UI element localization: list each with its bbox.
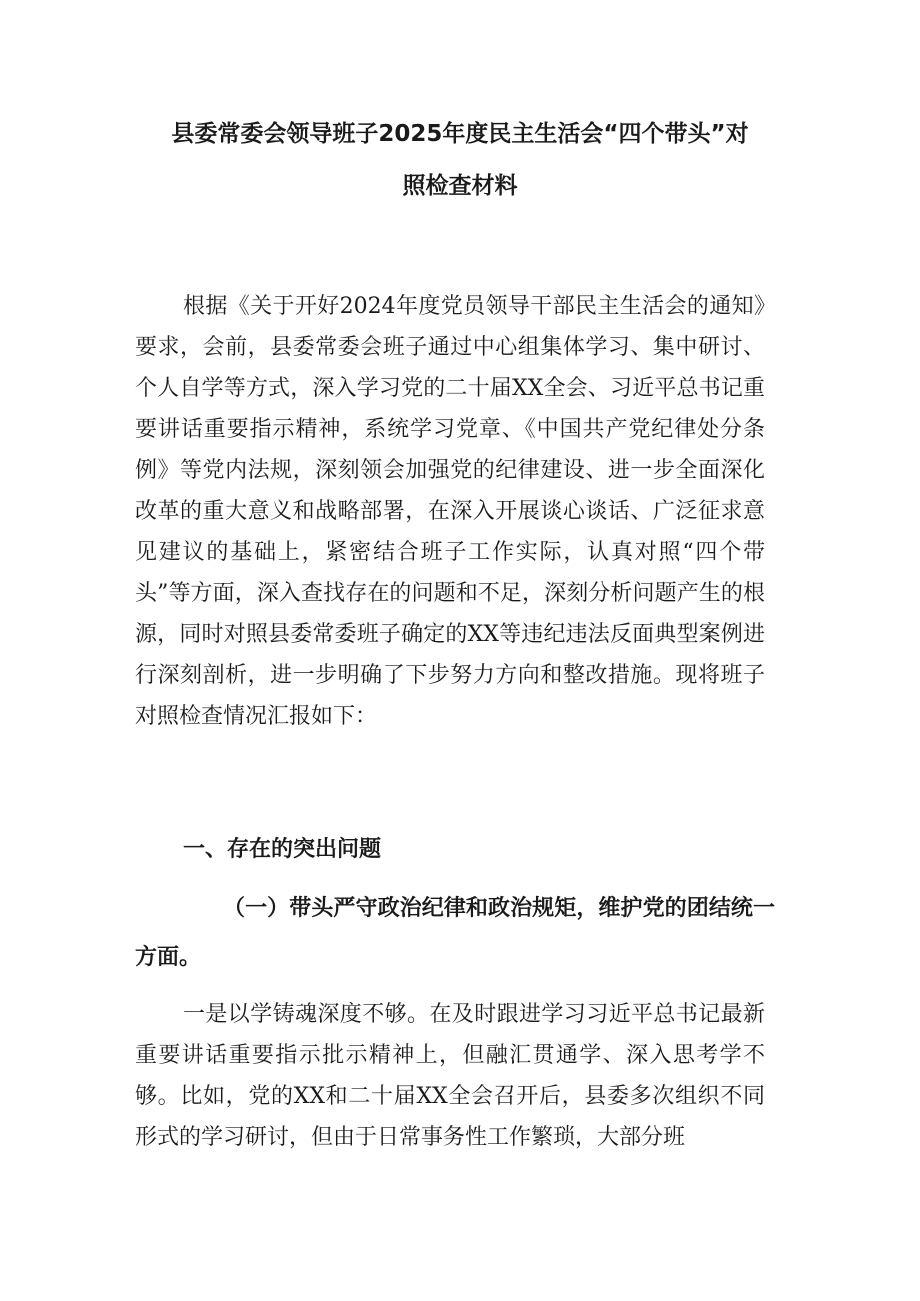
body-paragraph: 一是以学铸魂深度不够。在及时跟进学习习近平总书记最新重要讲话重要指示批示精神上，但融汇贯通学、深入思考学不够。比如，党的XX和二十届XX全会召开后，县委多次组织不同形式的学习研讨，但由于日常事务性工作繁琐，大部分班 <box>135 1002 765 1150</box>
section-heading: 一、存在的突出问题 <box>183 837 382 862</box>
subsection-heading: （一）带头严守政治纪律和政治规矩，维护党的团结统一方面。 <box>135 896 775 970</box>
document-title-line-2: 照检查材料 <box>402 173 518 199</box>
document-title-line-1: 县委常委会领导班子2025年度民主生活会“四个带头”对 <box>171 121 749 147</box>
intro-paragraph: 根据《关于开好2024年度党员领导干部民主生活会的通知》要求，会前，县委常委会班子通过中心组集体学习、集中研讨、个人自学等方式，深入学习党的二十届XX全会、习近平总书记重要讲话重要指示精神，系统学习党章、《中国共产党纪律处分条例》等党内法规，深刻领会加强党的纪律建设、进一步全面深化改革的重大意义和战略部署，在深入开展谈心谈话、广泛征求意见建议的基础上，紧密结合班子工作实际，认真对照“四个带头”等方面，深入查找存在的问题和不足，深刻分析问题产生的根源，同时对照县委常委班子确定的XX等违纪违法反面典型案例进行深刻剖析，进一步明确了下步努力方向和整改措施。现将班子对照检查情况汇报如下： <box>135 294 765 729</box>
